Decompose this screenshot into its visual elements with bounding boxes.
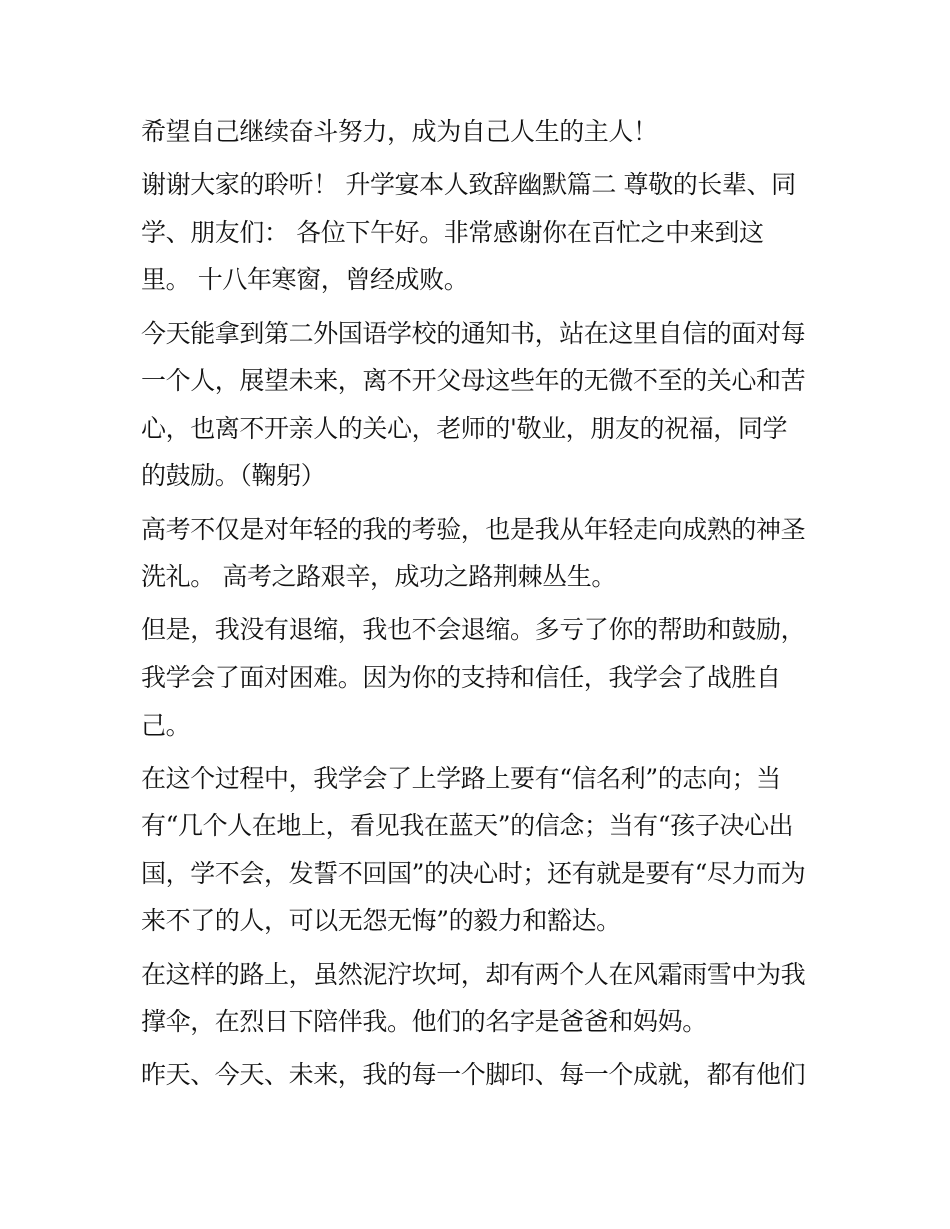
paragraph-line: 里。 十八年寒窗，曾经成败。 — [141, 265, 469, 295]
paragraph-line: 在这样的路上，虽然泥泞坎坷，却有两个人在风霜雨雪中为我 — [141, 959, 806, 989]
paragraph-line: 国，学不会，发誓不回国”的决心时；还有就是要有“尽力而为 — [141, 858, 806, 888]
paragraph-line: 在这个过程中，我学会了上学路上要有“信名利”的志向；当 — [141, 763, 781, 793]
document-body — [141, 108, 821, 1099]
paragraph-line: 谢谢大家的聆听！ 升学宴本人致辞幽默篇二 尊敬的长辈、同 — [141, 170, 796, 200]
paragraph-line: 来不了的人，可以无怨无悔”的毅力和豁达。 — [141, 906, 621, 936]
paragraph-line: 学、朋友们： 各位下午好。非常感谢你在百忙之中来到这 — [141, 217, 764, 247]
paragraph-line: 希望自己继续奋斗努力，成为自己人生的主人！ — [141, 117, 658, 146]
paragraph-line: 洗礼。 高考之路艰辛，成功之路荆棘丛生。 — [141, 562, 616, 592]
paragraph-line: 昨天、今天、未来，我的每一个脚印、每一个成就，都有他们 — [141, 1060, 806, 1090]
paragraph-line: 撑伞，在烈日下陪伴我。他们的名字是爸爸和妈妈。 — [141, 1007, 707, 1037]
paragraph-line: 高考不仅是对年轻的我的考验，也是我从年轻走向成熟的神圣 — [141, 514, 806, 544]
paragraph-line: 但是，我没有退缩，我也不会退缩。多亏了你的帮助和鼓励， — [141, 615, 806, 645]
paragraph-line: 一个人，展望未来，离不开父母这些年的无微不至的关心和苦 — [141, 366, 806, 396]
paragraph-line: 有“几个人在地上，看见我在蓝天”的信念；当有“孩子决心出 — [141, 811, 794, 841]
paragraph-line: 己。 — [141, 710, 191, 740]
paragraph-line: 今天能拿到第二外国语学校的通知书，站在这里自信的面对每 — [141, 318, 806, 348]
paragraph-line: 心，也离不开亲人的关心，老师的'敬业，朋友的祝福，同学 — [141, 413, 788, 443]
paragraph-line: 的鼓励。（鞠躬） — [141, 461, 326, 491]
paragraph-line: 我学会了面对困难。因为你的支持和信任，我学会了战胜自 — [141, 662, 781, 692]
